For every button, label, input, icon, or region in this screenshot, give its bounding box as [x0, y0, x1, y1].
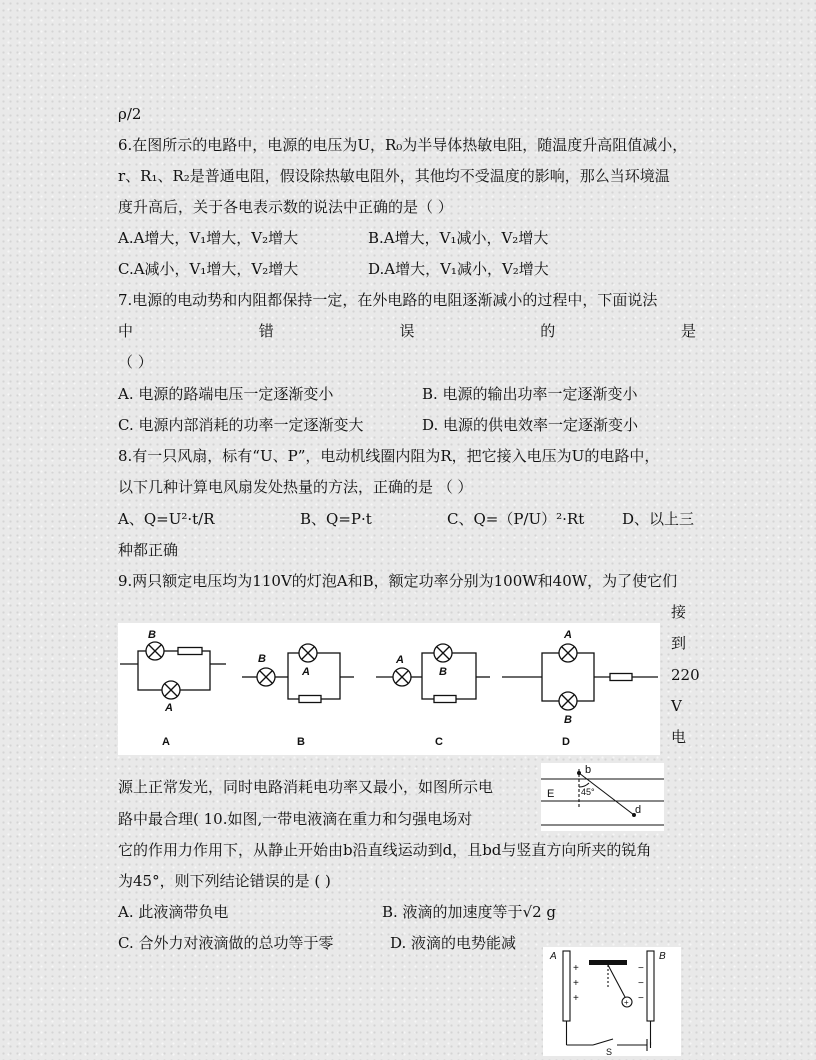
q7-word-3: 误: [399, 322, 415, 340]
circuit-label-d: D: [562, 736, 570, 748]
q6-option-b: B.A增大，V₁减小，V₂增大: [368, 229, 549, 247]
droplet-charge: +: [624, 998, 629, 1007]
q7-option-b: B. 电源的输出功率一定逐渐变小: [422, 385, 638, 403]
q8-line-2: 以下几种计算电风扇发处热量的方法，正确的是 （ ）: [118, 478, 473, 496]
plate-plus-1: +: [573, 963, 579, 974]
q6-option-d: D.A增大，V₁减小，V₂增大: [368, 260, 549, 278]
field-diagram: [541, 763, 664, 831]
circuit-label-b: B: [297, 736, 305, 748]
circuit-c-lamp-a-label: A: [396, 654, 404, 666]
q8-option-b: B、Q=P·t: [300, 510, 372, 528]
circuit-figure: [118, 623, 660, 755]
q7-word-2: 错: [258, 322, 274, 340]
q9-side-5: 电: [671, 728, 687, 746]
q9-line-1: 9.两只额定电压均为110V的灯泡A和B，额定功率分别为100W和40W，为了使它们: [118, 572, 678, 590]
q10-line-1: 它的作用力作用下，从静止开始由b沿直线运动到d，且bd与竖直方向所夹的锐角: [118, 841, 652, 859]
text-rho: ρ/2: [118, 105, 142, 123]
q6-line-3: 度升高后，关于各电表示数的说法中正确的是（ ）: [118, 198, 453, 216]
circuit-c-lamp-b-label: B: [439, 666, 447, 678]
q10-option-b-text: B. 液滴的加速度等于: [382, 903, 523, 921]
q10-option-a: A. 此液滴带负电: [118, 903, 229, 921]
q8-option-c: C、Q=（P/U）²·Rt: [447, 510, 585, 528]
q9-side-2: 到: [671, 634, 687, 652]
plate-label-a: A: [550, 951, 557, 962]
q8-option-a: A、Q=U²·t/R: [118, 510, 215, 528]
q7-option-d: D. 电源的供电效率一定逐渐变小: [422, 416, 639, 434]
field-figure: [541, 763, 664, 831]
plates-diagram: [543, 947, 681, 1056]
q7-line-3: （ ）: [118, 353, 153, 371]
q7-word-1: 中: [118, 322, 134, 340]
q7-word-5: 是: [680, 322, 696, 340]
plate-plus-2: +: [573, 978, 579, 989]
field-label-e: E: [547, 788, 555, 800]
circuit-d-lamp-a-label: A: [564, 629, 572, 641]
plate-minus-3: −: [638, 993, 644, 1004]
circuit-d-lamp-b-label: B: [564, 714, 572, 726]
q6-option-a: A.A增大，V₁增大，V₂增大: [118, 229, 299, 247]
field-point-d: d: [635, 804, 642, 816]
q8-line-4: 种都正确: [118, 541, 179, 559]
circuit-b-lamp-b-label: B: [258, 653, 266, 665]
q7-line-1: 7.电源的电动势和内阻都保持一定，在外电路的电阻逐渐减小的过程中，下面说法: [118, 291, 658, 309]
q9-side-3: 220: [671, 666, 700, 684]
q7-option-c: C. 电源内部消耗的功率一定逐渐变大: [118, 416, 364, 434]
q7-option-a: A. 电源的路端电压一定逐渐变小: [118, 385, 334, 403]
q8-option-d: D、以上三: [622, 510, 695, 528]
q10-option-c: C. 合外力对液滴做的总功等于零: [118, 934, 334, 952]
circuit-diagram: [118, 623, 660, 755]
q10-option-b: [382, 902, 556, 922]
plate-plus-3: +: [573, 993, 579, 1004]
q7-line-2: [118, 321, 696, 341]
q10-option-d: D. 液滴的电势能减: [390, 934, 517, 952]
q6-line-2: r、R₁、R₂是普通电阻，假设除热敏电阻外，其他均不受温度的影响，那么当环境温: [118, 167, 670, 185]
circuit-b-lamp-a-label: A: [302, 666, 310, 678]
switch-label-s: S: [606, 1047, 613, 1056]
q10-option-b-value: √2 g: [522, 903, 557, 921]
q8-line-1: 8.有一只风扇，标有“U、P”，电动机线圈内阻为R，把它接入电压为U的电路中，: [118, 447, 660, 465]
q9-line-2: 源上正常发光，同时电路消耗电功率又最小，如图所示电: [118, 778, 494, 796]
circuit-a-lamp-b-label: B: [148, 629, 156, 641]
q10-line-2: 为45°，则下列结论错误的是 ( ): [118, 872, 331, 890]
q9-side-1: 接: [671, 603, 687, 621]
plate-label-b: B: [659, 951, 666, 962]
q6-line-1: 6.在图所示的电路中，电源的电压为U，R₀为半导体热敏电阻，随温度升高阻值减小，: [118, 136, 688, 154]
plates-figure: [543, 947, 681, 1056]
plate-minus-2: −: [638, 978, 644, 989]
q9-line-3: 路中最合理( 10.如图,一带电液滴在重力和匀强电场对: [118, 810, 473, 828]
plate-minus-1: −: [638, 963, 644, 974]
q6-option-c: C.A减小，V₁增大，V₂增大: [118, 260, 299, 278]
circuit-label-a: A: [162, 736, 170, 748]
field-point-b: b: [585, 764, 592, 776]
circuit-label-c: C: [435, 736, 443, 748]
q9-side-4: V: [671, 697, 682, 715]
field-angle-label: 45°: [581, 787, 595, 797]
q7-word-4: 的: [540, 322, 556, 340]
circuit-a-lamp-a-label: A: [165, 702, 173, 714]
